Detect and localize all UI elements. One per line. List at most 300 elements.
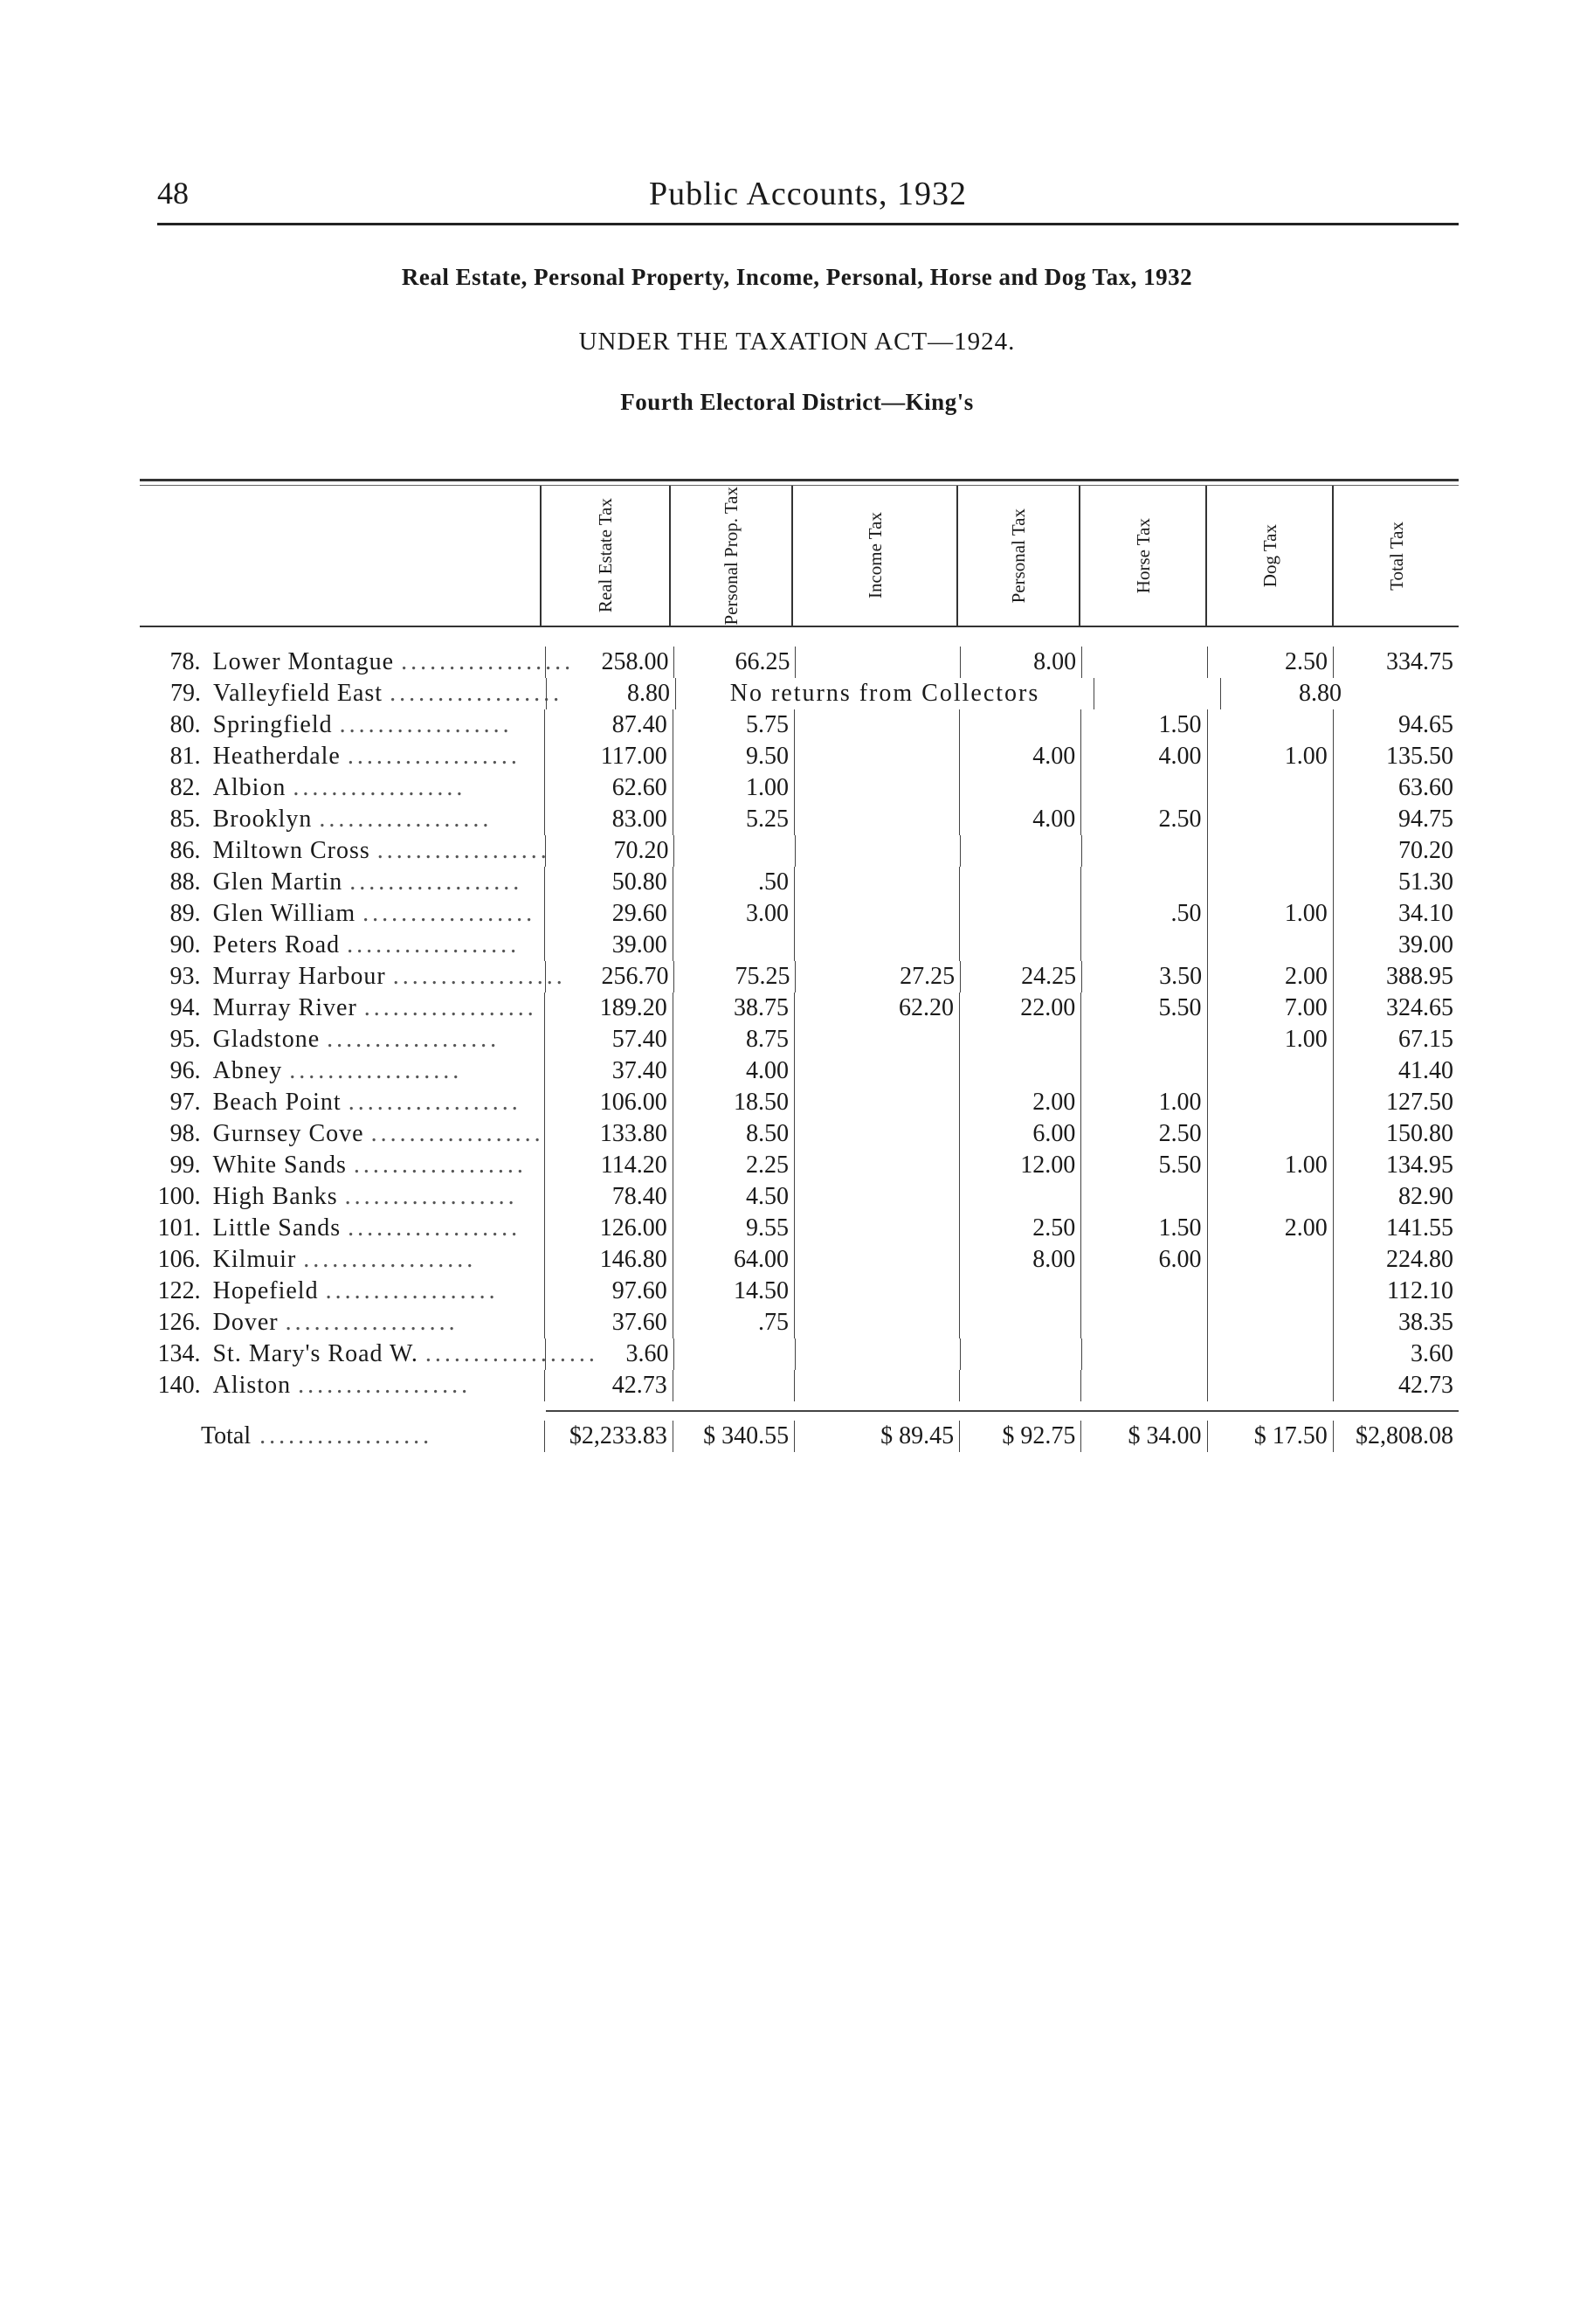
cell-personal: [959, 1024, 1080, 1055]
cell-income: [794, 1181, 959, 1213]
district-number: 82.: [169, 774, 201, 801]
cell-total: 34.10: [1333, 898, 1459, 930]
district-number: 80.: [169, 711, 201, 738]
table-row: [140, 1024, 1459, 1055]
leader-dots: ..................: [362, 900, 536, 927]
cell-total: 39.00: [1333, 930, 1459, 961]
total-real-estate: $2,233.83: [544, 1421, 673, 1452]
total-label-cell: [140, 1422, 544, 1450]
cell-total: 224.80: [1333, 1244, 1459, 1276]
cell-total: 8.80: [1220, 678, 1347, 709]
cell-horse: .50: [1080, 898, 1206, 930]
cell-personal: [959, 930, 1080, 961]
leader-dots: ..................: [349, 868, 523, 896]
cell-total: 388.95: [1333, 961, 1459, 993]
cell-personal-prop: [673, 835, 795, 867]
leader-dots: ..................: [327, 1026, 500, 1053]
cell-dog: [1207, 1244, 1333, 1276]
cell-total: 42.73: [1333, 1370, 1459, 1401]
cell-dog: 7.00: [1207, 993, 1333, 1024]
leader-dots: ..................: [370, 1120, 544, 1147]
cell-dog: [1207, 709, 1333, 741]
cell-personal-prop: 38.75: [673, 993, 794, 1024]
district-number: 81.: [169, 743, 201, 770]
cell-real-estate: 146.80: [544, 1244, 673, 1276]
district-name-cell: [213, 900, 544, 928]
cell-dog: [1207, 1118, 1333, 1150]
district-name: St. Mary's Road W.: [212, 1340, 418, 1367]
district-name-cell: [213, 1372, 544, 1400]
cell-real-estate: 78.40: [544, 1181, 673, 1213]
cell-personal: [959, 1181, 1080, 1213]
document-title: Real Estate, Personal Property, Income, Personal, Horse and Dog Tax, 1932: [401, 264, 1193, 290]
cell-total: 94.65: [1333, 709, 1459, 741]
leader-dots: ..................: [348, 1214, 521, 1242]
cell-income: [794, 1370, 959, 1401]
cell-dog: [1207, 1307, 1333, 1338]
table-row: [140, 1087, 1459, 1118]
leader-dots: ..................: [344, 1183, 518, 1210]
district-name-cell: [212, 963, 566, 991]
leader-dots: ..................: [319, 806, 493, 833]
district-number: 134.: [157, 1340, 201, 1367]
total-label: Total: [201, 1422, 252, 1449]
district-name-cell: [213, 1309, 544, 1337]
district-name: Gladstone: [212, 1026, 321, 1053]
district-number: 90.: [169, 931, 201, 958]
district-name-cell: [213, 1120, 544, 1148]
district-number: 93.: [169, 963, 201, 990]
table-row: [140, 1181, 1459, 1213]
cell-real-estate: 62.60: [544, 772, 673, 804]
cell-personal-prop: [673, 1370, 794, 1401]
district-name: Miltown Cross: [212, 837, 370, 864]
act-subtitle: UNDER THE TAXATION ACT—1924.: [578, 328, 1016, 356]
running-title: Public Accounts, 1932: [648, 176, 968, 212]
column-header-real-estate: Real Estate Tax: [540, 486, 669, 626]
cell-dog: 1.00: [1207, 741, 1333, 772]
column-header-personal: Personal Tax: [956, 486, 1079, 626]
cell-income: [795, 835, 960, 867]
district-number: 99.: [169, 1152, 201, 1179]
district-name: Heatherdale: [212, 743, 341, 770]
leader-dots: ..................: [390, 680, 563, 707]
cell-horse: 4.00: [1080, 741, 1206, 772]
cell-personal-prop: [673, 1338, 795, 1370]
cell-personal: 8.00: [960, 647, 1081, 678]
cell-income: [794, 1118, 959, 1150]
cell-horse: 3.50: [1081, 961, 1207, 993]
cell-dog: [1207, 1338, 1333, 1370]
district-name-cell: [213, 1183, 544, 1211]
district-name-cell: [213, 711, 544, 739]
district-number: 89.: [169, 900, 201, 927]
cell-personal: [959, 1307, 1080, 1338]
total-total: $2,808.08: [1333, 1421, 1459, 1452]
cell-personal: [959, 1276, 1080, 1307]
cell-dog: 2.50: [1207, 647, 1333, 678]
cell-income: [794, 867, 959, 898]
cell-income: [794, 1055, 959, 1087]
district-name-cell: [213, 1214, 544, 1242]
cell-horse: 1.00: [1080, 1087, 1206, 1118]
column-header-row: [140, 486, 1459, 627]
table-row: [140, 1213, 1459, 1244]
district-name: Hopefield: [212, 1277, 319, 1304]
district-number: 97.: [169, 1089, 201, 1116]
district-subtitle: Fourth Electoral District—King's: [620, 389, 974, 415]
cell-real-estate: 37.60: [544, 1307, 673, 1338]
cell-horse: [1080, 1181, 1206, 1213]
cell-personal-prop: 66.25: [673, 647, 795, 678]
cell-real-estate: 117.00: [544, 741, 673, 772]
district-number: 86.: [169, 837, 201, 864]
district-name: Beach Point: [212, 1089, 342, 1116]
cell-dog: [1207, 835, 1333, 867]
district-number: 88.: [169, 868, 201, 896]
cell-personal: [959, 1370, 1080, 1401]
cell-real-estate: 70.20: [545, 835, 673, 867]
cell-horse: [1080, 772, 1206, 804]
leader-dots: ..................: [293, 774, 466, 801]
district-number: 78.: [169, 648, 201, 675]
cell-personal-prop: 1.00: [673, 772, 794, 804]
district-number: 101.: [157, 1214, 201, 1242]
table-row: [140, 1338, 1459, 1370]
total-personal: $ 92.75: [959, 1421, 1080, 1452]
cell-total: 94.75: [1333, 804, 1459, 835]
cell-dog: [1207, 1276, 1333, 1307]
leader-dots: ..................: [347, 743, 521, 770]
column-header-total: Total Tax: [1332, 486, 1459, 626]
cell-real-estate: 114.20: [544, 1150, 673, 1181]
total-personal-prop: $ 340.55: [673, 1421, 794, 1452]
cell-income: [794, 1087, 959, 1118]
cell-personal: 4.00: [959, 804, 1080, 835]
cell-horse: 5.50: [1080, 993, 1206, 1024]
table-row: [140, 898, 1459, 930]
page-number: 48: [157, 176, 189, 211]
district-number: 122.: [157, 1277, 201, 1304]
district-name-cell: [213, 1277, 544, 1305]
cell-horse: [1081, 1338, 1207, 1370]
leader-dots: ..................: [363, 994, 537, 1021]
district-name-cell: [213, 806, 544, 833]
cell-income: [794, 1276, 959, 1307]
district-number: 98.: [169, 1120, 201, 1147]
district-name: Kilmuir: [212, 1246, 297, 1273]
district-name: Abney: [212, 1057, 283, 1084]
cell-total: 38.35: [1333, 1307, 1459, 1338]
cell-dog: [1207, 867, 1333, 898]
cell-income: [794, 898, 959, 930]
table-row: [140, 772, 1459, 804]
district-name-cell: [212, 837, 550, 865]
cell-total: 324.65: [1333, 993, 1459, 1024]
table-row: [140, 961, 1459, 993]
total-horse: $ 34.00: [1080, 1421, 1206, 1452]
table-row: [140, 647, 1459, 678]
cell-horse: 5.50: [1080, 1150, 1206, 1181]
cell-income: [794, 1244, 959, 1276]
district-name: Aliston: [212, 1372, 292, 1399]
district-name: Brooklyn: [212, 806, 313, 833]
column-header-blank: [140, 486, 540, 626]
cell-dog: 1.00: [1207, 1024, 1333, 1055]
district-name: White Sands: [212, 1152, 347, 1179]
total-income: $ 89.45: [794, 1421, 959, 1452]
table-row: [140, 804, 1459, 835]
cell-real-estate: 39.00: [544, 930, 673, 961]
cell-real-estate: 50.80: [544, 867, 673, 898]
district-name: Glen William: [212, 900, 356, 927]
leader-dots: ..................: [285, 1309, 459, 1336]
cell-income: [794, 741, 959, 772]
cell-horse: 1.50: [1080, 1213, 1206, 1244]
cell-dog: [1207, 1181, 1333, 1213]
column-header-horse: Horse Tax: [1079, 486, 1205, 626]
cell-total: 150.80: [1333, 1118, 1459, 1150]
cell-personal: [959, 772, 1080, 804]
cell-personal-prop: 75.25: [673, 961, 795, 993]
district-number: 94.: [169, 994, 201, 1021]
leader-dots: ..................: [325, 1277, 499, 1304]
district-name-cell: [213, 868, 544, 896]
cell-real-estate: 37.40: [544, 1055, 673, 1087]
district-number: 96.: [169, 1057, 201, 1084]
cell-personal-prop: 3.00: [673, 898, 794, 930]
cell-income: [794, 1024, 959, 1055]
district-name-cell: [212, 648, 575, 676]
district-name: Lower Montague: [212, 648, 395, 675]
district-number: 106.: [157, 1246, 201, 1273]
district-name-cell: [213, 774, 544, 802]
leader-dots: ..................: [376, 837, 550, 864]
cell-personal: [959, 898, 1080, 930]
cell-dog: [1207, 1087, 1333, 1118]
cell-personal-prop: 9.55: [673, 1213, 794, 1244]
cell-horse: 2.50: [1080, 1118, 1206, 1150]
cell-total: 127.50: [1333, 1087, 1459, 1118]
column-header-personal-prop: Personal Prop. Tax: [669, 486, 791, 626]
cell-income: [794, 709, 959, 741]
cell-horse: 2.50: [1080, 804, 1206, 835]
cell-personal-prop: 2.25: [673, 1150, 794, 1181]
district-name-cell: [213, 1026, 544, 1054]
district-name: Valleyfield East: [213, 680, 383, 707]
district-number: 126.: [157, 1309, 201, 1336]
cell-income: [794, 1150, 959, 1181]
cell-total: 112.10: [1333, 1276, 1459, 1307]
cell-real-estate: 3.60: [545, 1338, 673, 1370]
cell-income: [794, 1213, 959, 1244]
district-number: 79.: [170, 680, 201, 707]
cell-total: 141.55: [1333, 1213, 1459, 1244]
table-row: [140, 1118, 1459, 1150]
cell-total: 51.30: [1333, 867, 1459, 898]
cell-real-estate: 106.00: [544, 1087, 673, 1118]
cell-horse: [1080, 1024, 1206, 1055]
cell-personal: 22.00: [959, 993, 1080, 1024]
district-name: Peters Road: [212, 931, 341, 958]
district-name-cell: [213, 994, 544, 1022]
leader-dots: ..................: [401, 648, 575, 675]
table-row: [140, 1244, 1459, 1276]
cell-real-estate: 258.00: [545, 647, 673, 678]
cell-personal: [959, 709, 1080, 741]
table-row: [140, 993, 1459, 1024]
cell-income: [795, 1338, 960, 1370]
cell-dog: 1.00: [1207, 898, 1333, 930]
cell-horse: [1081, 647, 1207, 678]
cell-horse: 6.00: [1080, 1244, 1206, 1276]
cell-dog: [1207, 804, 1333, 835]
table-row: [140, 1055, 1459, 1087]
cell-horse: [1080, 1307, 1206, 1338]
cell-total: 82.90: [1333, 1181, 1459, 1213]
cell-personal: 6.00: [959, 1118, 1080, 1150]
leader-dots: ..................: [303, 1246, 477, 1273]
cell-personal-prop: 18.50: [673, 1087, 794, 1118]
cell-total: 135.50: [1333, 741, 1459, 772]
leader-dots: ..................: [298, 1372, 472, 1399]
cell-horse: [1081, 835, 1207, 867]
cell-personal: [959, 1055, 1080, 1087]
leader-dots: ..................: [424, 1340, 598, 1367]
cell-personal-prop: 64.00: [673, 1244, 794, 1276]
table-row: [140, 678, 1459, 709]
cell-real-estate: 29.60: [544, 898, 673, 930]
cell-dog: 1.00: [1207, 1150, 1333, 1181]
column-header-income: Income Tax: [791, 486, 956, 626]
cell-income: [794, 772, 959, 804]
table-row: [140, 1307, 1459, 1338]
table-row: [140, 1370, 1459, 1401]
cell-real-estate: 256.70: [545, 961, 673, 993]
cell-horse: [1080, 1276, 1206, 1307]
district-name: Glen Martin: [212, 868, 343, 896]
cell-income: [794, 1307, 959, 1338]
page-header: [157, 175, 1459, 227]
cell-horse: [1080, 930, 1206, 961]
cell-personal-prop: .50: [673, 867, 794, 898]
cell-income: [795, 647, 960, 678]
district-name-cell: [213, 1152, 544, 1179]
cell-personal: [960, 1338, 1081, 1370]
cell-income: 62.20: [794, 993, 959, 1024]
district-name: Springfield: [212, 711, 333, 738]
cell-horse: [1080, 867, 1206, 898]
cell-dog: [1207, 772, 1333, 804]
cell-total: 63.60: [1333, 772, 1459, 804]
cell-total: 67.15: [1333, 1024, 1459, 1055]
cell-dog: [1207, 930, 1333, 961]
cell-dog: 2.00: [1207, 1213, 1333, 1244]
district-number: 140.: [157, 1372, 201, 1399]
cell-real-estate: 97.60: [544, 1276, 673, 1307]
district-name: Little Sands: [212, 1214, 342, 1242]
district-number: 95.: [169, 1026, 201, 1053]
cell-horse: 1.50: [1080, 709, 1206, 741]
cell-personal-prop: 4.50: [673, 1181, 794, 1213]
table-row: [140, 867, 1459, 898]
total-row: [140, 1417, 1459, 1456]
table-row: [140, 1276, 1459, 1307]
table-top-rule: [140, 479, 1459, 481]
leader-dots: ..................: [339, 711, 513, 738]
cell-personal: 2.00: [959, 1087, 1080, 1118]
cell-real-estate: 83.00: [544, 804, 673, 835]
cell-personal: [959, 867, 1080, 898]
cell-total: 70.20: [1333, 835, 1459, 867]
cell-real-estate: 189.20: [544, 993, 673, 1024]
district-name: High Banks: [212, 1183, 338, 1210]
cell-real-estate: 57.40: [544, 1024, 673, 1055]
cell-income: [794, 804, 959, 835]
table-body: [140, 627, 1459, 1401]
leader-dots: ..................: [347, 931, 521, 958]
cell-dog: 2.00: [1207, 961, 1333, 993]
cell-total: 134.95: [1333, 1150, 1459, 1181]
district-name-cell: [213, 1089, 544, 1117]
leader-dots: ..................: [353, 1152, 527, 1179]
cell-real-estate: 42.73: [544, 1370, 673, 1401]
cell-personal-prop: 14.50: [673, 1276, 794, 1307]
district-name-cell: [212, 1340, 598, 1368]
district-name: Albion: [212, 774, 286, 801]
cell-dog: [1207, 1055, 1333, 1087]
cell-income: 27.25: [795, 961, 960, 993]
cell-personal: 4.00: [959, 741, 1080, 772]
column-header-dog: Dog Tax: [1205, 486, 1332, 626]
table-row: [140, 930, 1459, 961]
cell-real-estate: 87.40: [544, 709, 673, 741]
cell-personal-prop: [673, 930, 794, 961]
leader-dots: ..................: [348, 1089, 521, 1116]
district-name: Gurnsey Cove: [212, 1120, 364, 1147]
cell-horse: [1080, 1055, 1206, 1087]
cell-personal: 12.00: [959, 1150, 1080, 1181]
cell-personal: 24.25: [960, 961, 1081, 993]
cell-personal: 8.00: [959, 1244, 1080, 1276]
district-name: Murray Harbour: [212, 963, 386, 990]
table-row: [140, 709, 1459, 741]
district-number: 100.: [157, 1183, 201, 1210]
table-row: [140, 741, 1459, 772]
cell-personal-prop: 5.25: [673, 804, 794, 835]
district-name: Murray River: [212, 994, 357, 1021]
cell-total: 334.75: [1333, 647, 1459, 678]
cell-dog: [1207, 1370, 1333, 1401]
cell-horse: [1080, 1370, 1206, 1401]
leader-dots: ..................: [259, 1422, 433, 1449]
table-row: [140, 835, 1459, 867]
district-name-cell: [213, 680, 563, 708]
leader-dots: ..................: [289, 1057, 463, 1084]
tax-table: [140, 479, 1459, 1456]
cell-personal-prop: 9.50: [673, 741, 794, 772]
cell-dog: [1094, 678, 1220, 709]
cell-real-estate: 133.80: [544, 1118, 673, 1150]
leader-dots: ..................: [392, 963, 566, 990]
cell-total: 3.60: [1333, 1338, 1459, 1370]
district-name-cell: [213, 1246, 544, 1274]
cell-personal-prop: 4.00: [673, 1055, 794, 1087]
no-returns-note: No returns from Collectors: [675, 678, 1094, 709]
cell-real-estate: 8.80: [546, 678, 675, 709]
cell-personal-prop: 8.50: [673, 1118, 794, 1150]
cell-total: 41.40: [1333, 1055, 1459, 1087]
